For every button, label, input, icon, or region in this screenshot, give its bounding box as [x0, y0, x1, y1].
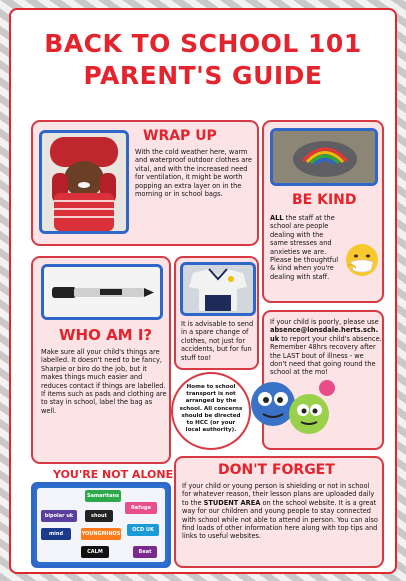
spare-clothes-text: It is advisable to send in a spare change of clothes, not just for accidents, but for fun stuff too! [181, 320, 254, 362]
dont-forget-text-after: on the school website. It is a great way for our children and young people to stay connected with school while not able to attend in person. You can also find loads of other information here along with top tips and links to useful websites. [182, 498, 378, 541]
be-kind-box [262, 120, 384, 303]
logo-youngminds[interactable]: YOUNGMINDS [81, 528, 121, 540]
title-line-1: BACK TO SCHOOL 101 [44, 29, 362, 58]
guide-page [9, 8, 397, 574]
who-am-i-heading: WHO AM I? [59, 326, 153, 344]
logo-calm[interactable]: CALM [81, 546, 109, 558]
be-kind-photo [270, 128, 378, 186]
logo-refuge[interactable]: Refuge [125, 502, 157, 514]
student-area-link[interactable]: STUDENT AREA [203, 498, 261, 507]
not-alone-heading: YOU'RE NOT ALONE [53, 468, 174, 481]
who-am-i-photo [41, 264, 163, 320]
wrap-up-photo [39, 130, 129, 234]
logo-shout[interactable]: shout [85, 510, 113, 522]
support-logos-panel [31, 482, 171, 568]
logo-samaritans[interactable]: Samaritans [85, 490, 121, 502]
absence-email-link[interactable]: absence@lonsdale.herts.sch.uk [270, 326, 379, 343]
who-am-i-text: Make sure all your child's things are labelled. It doesn't need to be fancy, Sharpie or biro do the job, but it makes things much easier and reduces contact if things are labelled. If items such as pads and clothing are to stay in school, label the bag as well. [41, 348, 167, 415]
sharpie-pen-image [44, 267, 160, 317]
painted-rock-image [273, 131, 375, 183]
masked-face-emoji-icon [344, 242, 380, 278]
title-line-2: PARENT'S GUIDE [83, 61, 323, 90]
logo-bipolar-uk[interactable]: bipolar uk [41, 510, 77, 522]
dont-forget-heading: DON'T FORGET [218, 462, 335, 478]
be-kind-lead: ALL [270, 214, 284, 222]
dont-forget-text-before: If your child or young person is shielding or not in school for whatever reason, their lesson plans are uploaded daily to the [182, 482, 375, 507]
wrap-up-box [31, 120, 259, 246]
transport-oval [171, 372, 251, 450]
logo-ocd-uk[interactable]: OCD UK [127, 524, 159, 536]
spare-clothes-box [174, 256, 259, 370]
be-kind-heading: BE KIND [292, 192, 357, 208]
child-in-scarf-image [42, 133, 126, 231]
transport-text: Home to school transport is not arranged by the school. All concerns should be directed to HCC (or your local authority). [179, 384, 243, 434]
spare-clothes-photo [180, 262, 256, 316]
dont-forget-text-wrap [182, 482, 380, 541]
logo-mind[interactable]: mind [41, 528, 71, 540]
wrap-up-text: With the cold weather here, warm and waterproof outdoor clothes are vital, and with the increased need for ventilation, it might be worth popping an extra layer on in the morning or in school bags. [135, 148, 252, 199]
logo-beat[interactable]: Beat [133, 546, 157, 558]
school-uniform-image [183, 265, 253, 313]
wrap-up-heading: WRAP UP [143, 128, 217, 144]
be-kind-text-wrap [270, 214, 342, 281]
absence-text-after: to report your child's absence. Remember 48hrs recovery after the LAST bout of illness - we don't need that going round the school at the mo! [270, 334, 382, 377]
dont-forget-box [174, 456, 384, 568]
absence-text-before: If your child is poorly, please use [270, 318, 379, 326]
support-logos-inner [37, 488, 165, 562]
germ-characters-image [245, 366, 337, 444]
be-kind-text: the staff at the school are people dealing with the same stresses and anxieties we are. Please be thoughtful & kind when you're dealing with staff. [270, 214, 339, 281]
who-am-i-box [31, 256, 171, 464]
